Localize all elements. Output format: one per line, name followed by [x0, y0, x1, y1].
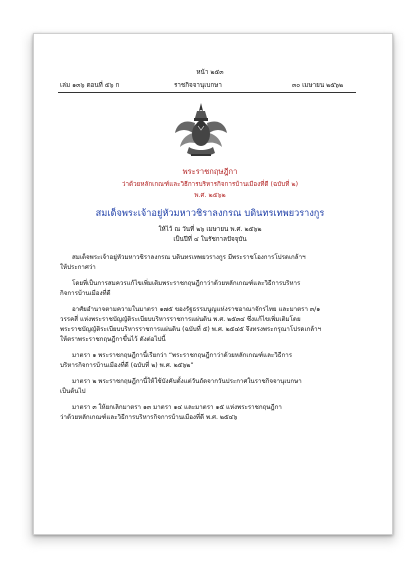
- body-line: ว่าด้วยหลักเกณฑ์และวิธีการบริหารกิจการบ้านเมืองที่ดี พ.ศ. ๒๕๔๖: [60, 414, 238, 421]
- document-subtitle: ว่าด้วยหลักเกณฑ์และวิธีการบริหารกิจการบ้านเมืองที่ดี (ฉบับที่ ๒): [121, 181, 299, 188]
- king-name: สมเด็จพระเจ้าอยู่หัวมหาวชิราลงกรณ บดินทรเทพยวรางกูร: [95, 208, 325, 219]
- garuda-emblem-icon: [171, 101, 231, 161]
- body-line: พระราชบัญญัติระเบียบบริหารราชการแผ่นดิน (ฉบับที่ ๕) พ.ศ. ๒๕๔๕ จึงทรงพระกรุณาโปรดเกล้าฯ: [60, 326, 322, 333]
- body-line: มาตรา ๒ พระราชกฤษฎีกานี้ให้ใช้บังคับตั้งแต่วันถัดจากวันประกาศในราชกิจจานุเบกษา: [72, 378, 302, 385]
- gazette-name: ราชกิจจานุเบกษา: [174, 82, 222, 89]
- body-line: สมเด็จพระเจ้าอยู่หัวมหาวชิราลงกรณ บดินทรเทพยวรางกูร มีพระราชโองการโปรดเกล้าฯ: [72, 254, 306, 261]
- body-line: มาตรา ๑ พระราชกฤษฎีกานี้เรียกว่า “พระราชกฤษฎีกาว่าด้วยหลักเกณฑ์และวิธีการ: [72, 352, 293, 359]
- body-line: อาศัยอำนาจตามความในมาตรา ๑๗๕ ของรัฐธรรมนูญแห่งราชอาณาจักรไทย และมาตรา ๓/๑: [72, 306, 321, 313]
- publish-date: ๓๐ เมษายน ๒๕๖๒: [292, 82, 344, 89]
- document-year: พ.ศ. ๒๕๖๒: [194, 192, 226, 199]
- given-date: ให้ไว้ ณ วันที่ ๒๖ เมษายน พ.ศ. ๒๕๖๒: [158, 226, 262, 233]
- reign-year: เป็นปีที่ ๔ ในรัชกาลปัจจุบัน: [173, 236, 247, 243]
- body-line: ให้ประกาศว่า: [60, 264, 96, 271]
- header-rule: [58, 92, 356, 93]
- body-line: ให้ตราพระราชกฤษฎีกาขึ้นไว้ ดังต่อไปนี้: [60, 336, 166, 343]
- body-line: วรรคสี่ แห่งพระราชบัญญัติระเบียบบริหารราชการแผ่นดิน พ.ศ. ๒๕๓๔ ซึ่งแก้ไขเพิ่มเติมโดย: [60, 316, 301, 323]
- body-line: โดยที่เป็นการสมควรแก้ไขเพิ่มเติมพระราชกฤษฎีกาว่าด้วยหลักเกณฑ์และวิธีการบริหาร: [72, 280, 301, 287]
- body-line: เป็นต้นไป: [60, 388, 86, 395]
- body-line: มาตรา ๓ ให้ยกเลิกมาตรา ๑๓ มาตรา ๑๔ และมาตรา ๑๕ แห่งพระราชกฤษฎีกา: [72, 404, 282, 411]
- document-title: พระราชกฤษฎีกา: [182, 167, 238, 176]
- volume-label: เล่ม ๑๓๖ ตอนที่ ๕๖ ก: [60, 82, 120, 89]
- page-number: หน้า ๒๕๓: [196, 69, 224, 76]
- body-line: บริหารกิจการบ้านเมืองที่ดี (ฉบับที่ ๒) พ.ศ. ๒๕๖๒”: [60, 362, 194, 369]
- body-line: กิจการบ้านเมืองที่ดี: [60, 290, 111, 297]
